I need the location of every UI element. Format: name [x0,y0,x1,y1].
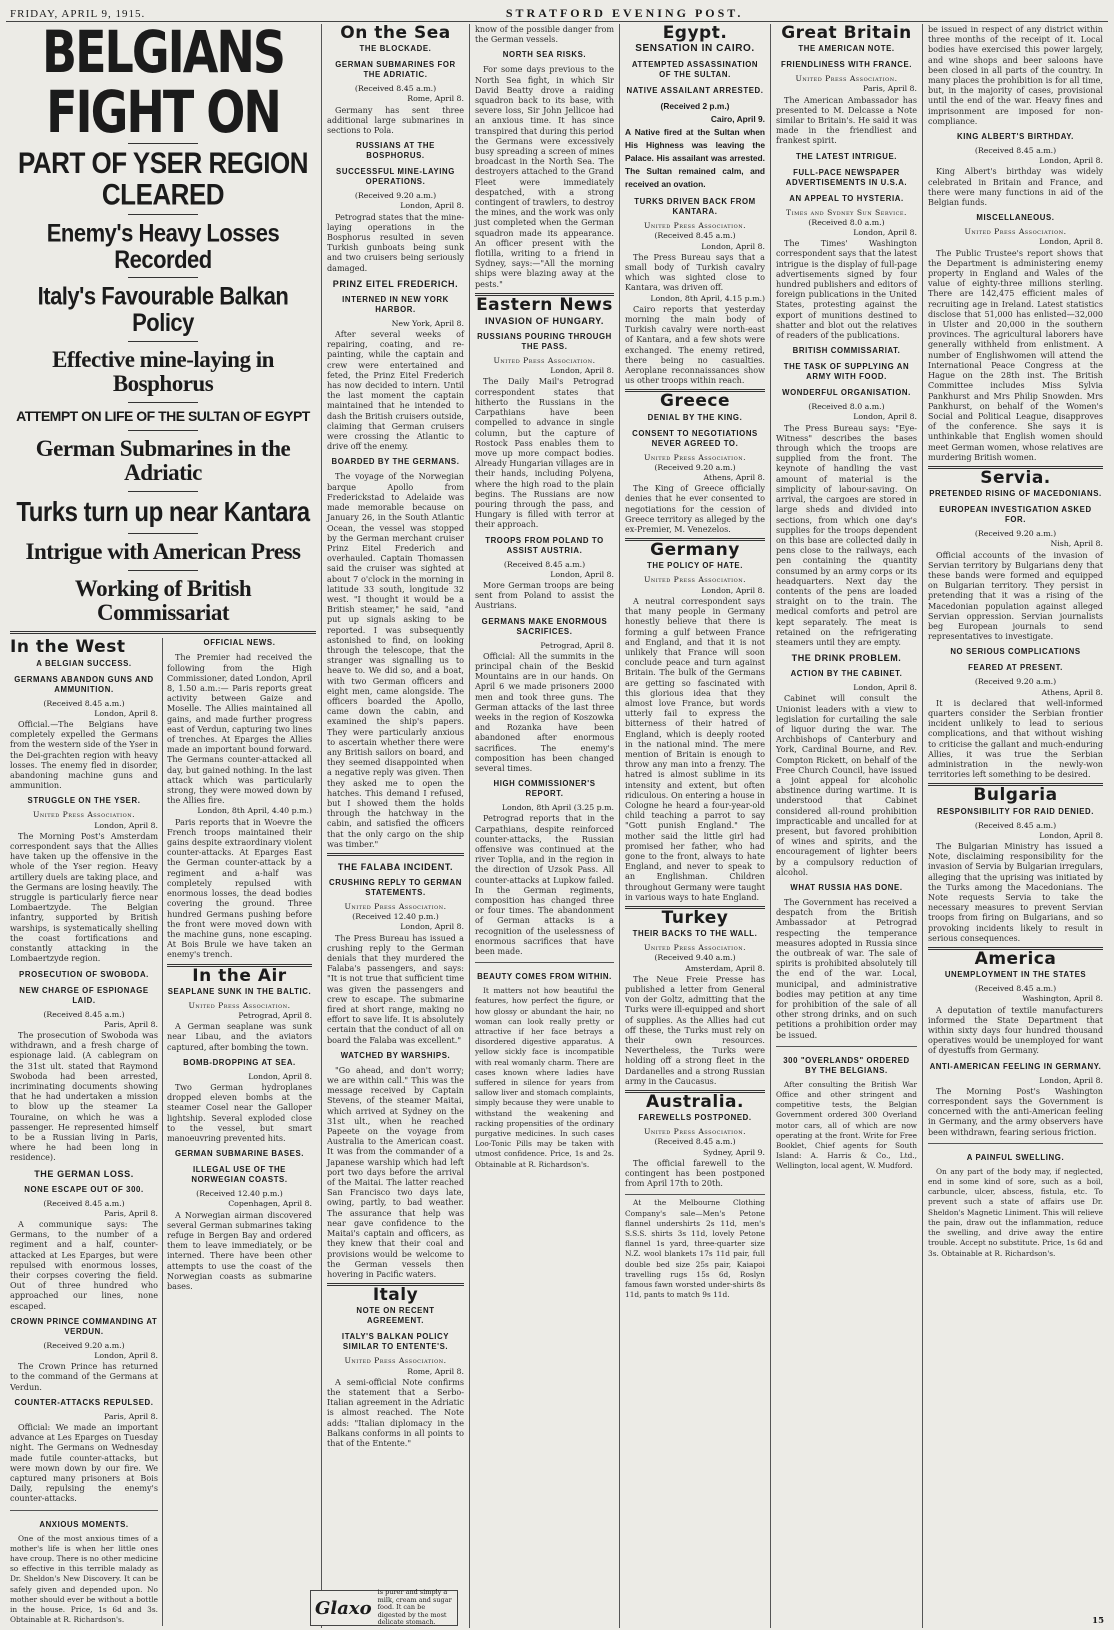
press-credit: United Press Association. [344,902,447,911]
subhead: PRETENDED RISING OF MACEDONIANS. [929,489,1102,499]
press-credit: United Press Association. [643,1127,747,1137]
received-time: (Received 8.0 a.m.) [808,402,885,412]
article-text: More German troops are being sent from Poland to assist the Austrians. [475,579,614,611]
dateline: Cairo, April 9. [710,114,765,125]
article-text: It is declared that well-informed quarters consider the Serbian frontier incident unlikely to lead to serious complications, and that without wishing to criticise the gallant and much-enduring Allies, it was true the Serbian administration in the newly-won territories left something to be desired. [928,697,1103,780]
subhead: FEARED AT PRESENT. [968,663,1063,673]
dateline: Paris, April 8. [104,1208,158,1218]
subhead: THE GERMAN LOSS. [34,1168,134,1179]
headline-commissariat: Working of British Commissariat [74,576,252,626]
received-time: (Received 8.45 a.m.) [654,1137,736,1147]
subhead: THEIR BACKS TO THE WALL. [632,929,758,939]
subhead: WATCHED BY WARSHIPS. [340,1050,451,1060]
subhead: CONSENT TO NEGOTIATIONS NEVER AGREED TO. [632,428,758,448]
west-column [10,638,163,1626]
article-text: The Bulgarian Ministry has issued a Note, disclaiming responsibility for the invasion of Servia by Bulgarian irregulars, alleging that the uprising was initiated by the Turks among the Macedonians. The Note requests Servia to take the necessary measures to prevent Servian troops from firing on Bulgarians, and so provoking incidents likely to result in serious consequences. [928,841,1103,943]
column-headlines [6,24,322,1628]
dateline: London, 8th April, 4.40 p.m.) [197,806,312,816]
subhead: THE DRINK PROBLEM. [791,653,902,664]
dateline: Washington, April 8. [1022,994,1103,1004]
article-text: Two German hydroplanes dropped eleven bombs at the steamer Cosel near the Galloper lightship. Several exploded close to the vessel, but smart manoeuvring prevented hits. [167,1081,312,1143]
subhead: NATIVE ASSAILANT ARRESTED. [626,86,764,96]
dateline: London, April 8. [701,241,765,251]
subhead: SUCCESSFUL MINE-LAYING OPERATIONS. [336,167,455,187]
column-egypt [620,24,771,1628]
subhead: AN APPEAL TO HYSTERIA. [789,193,904,203]
dateline: London, April 8. [550,569,614,579]
subhead: FAREWELLS POSTPONED. [638,1113,752,1123]
section-bulgaria: Bulgaria [973,785,1058,806]
article-text: A German seaplane was sunk near Libau, and the aviators captured, after bombing the town. [167,1021,312,1052]
article-text: The Government has received a despatch from the British Ambassador at Petrograd respecting the temperance measures adopted in Russia since the outbreak of war. The sale of spirits is prohibited absolutely till the end of the war. Local, municipal, and administrative bodies may petition at any time for prohibition of the sale of all other strong drinks, and on such petitions a prohibition order may be issued. [776,897,917,1040]
dateline: London, April 8. [1039,830,1103,840]
subhead: ILLEGAL USE OF THE NORWEGIAN COASTS. [191,1165,288,1185]
column-servia [923,24,1108,1628]
article-text: know of the possible danger from the German vessels. [475,24,614,45]
press-credit: United Press Association. [643,943,747,953]
article-text: The Crown Prince has returned to the command of the Germans at Verdun. [10,1361,158,1392]
dateline: London, April 8. [1039,1075,1103,1085]
article-text: Petrograd reports that in the Carpathians, despite reinforced counter-attacks, the Russian offensive was continued at the river Toplia, and in the region in the direction of Uzsok Pass. All counter-attacks at Lupkow failed. In the German regiments, composition has changed three or four times. The abandonment of German attacks is a recognition of the uselessness of enormous sacrifices that have been made. [475,813,614,957]
advert-text: It matters not how beautiful the features, how perfect the figure, or how glossy or abundant the hair, no woman can look really pretty or attractive if her face betrays a disordered digestive apparatus. A yellow sickly face is incompatible with real womanly charm. There are cases known where ladies have suffered in silence for years from sallow liver and stomach complaints, simply because they were unable to withstand the weakening and racking propensities of the ordinary purgative medicines. In such cases Loo-Tonic Pills may be taken with utmost confidence. Price, 1s and 2s. Obtainable at R. Richardson's. [475,986,614,1169]
article-text: A communique says: The Germans, to the number of a regiment and a half, counter-attacked at Les Eparges, but were repulsed with enormous losses, their corpses covering the field. Out of three hundred who approached our lines, none escaped. [10,1218,158,1311]
article-text: For some days previous to the North Sea fight, in which Sir David Beatty drove a raiding squadron back to its base, with severe loss, Sir John Jellicoe had an anxious time. It has since transpired that during this period the Germans were excessively busy spreading a screen of mines broadcast in the North Sea. The destroyers attached to the Grand Fleet were immediately despatched, with a strong contingent of trawlers, to destroy the mines, and the work was only just completed when the German squadron made its appearance. An officer present with the flotilla, writing to a friend in Sydney, says:—"All the morning ships were blazing away at the pests." [475,64,614,289]
dateline: Petrograd, April 8. [238,1010,312,1020]
article-text: The American Ambassador has presented to M. Delcasse a Note similar to Britain's. He said it was made in the friendliest and frankest spirit. [776,94,917,146]
article-text: Official: We made an important advance at Les Eparges on Tuesday night. The Germans on Wednesday made futile counter-attacks, but were mown down by our fire. We captured many prisoners at Bois Daily, repulsing the enemy's counter-attacks. [10,1422,158,1504]
dateline: Paris, April 8. [104,1019,158,1029]
received-time: (Received 8.45 a.m.) [43,698,125,708]
received-time: (Received 8.45 a.m.) [654,231,736,241]
dateline: London, April 8. [853,228,917,238]
subhead: ANTI-AMERICAN FEELING IN GERMANY. [929,1061,1102,1071]
subhead: THE POLICY OF HATE. [646,561,743,571]
subhead: DENIAL BY THE KING. [647,412,743,422]
press-credit: United Press Association. [964,227,1067,237]
dateline: New York, April 8. [391,318,464,328]
issue-date: FRIDAY, APRIL 9, 1915. [10,8,146,20]
subhead: WONDERFUL ORGANISATION. [782,388,911,398]
subhead: OFFICIAL NEWS. [203,638,276,648]
section-greece: Greece [659,391,730,412]
subhead: THE AMERICAN NOTE. [798,44,895,54]
subhead: BOARDED BY THE GERMANS. [331,457,460,467]
received-time: (Received 12.40 p.m.) [352,912,439,922]
article-text: Cabinet will consult the Unionist leaders with a view to legislation for curtailing the sale of liquor during the war. The Archbishops of Canterbury and York, Cardinal Bourne, and Rev. Compton Rickett, on behalf of the Free Church Council, have issued a joint appeal for alcoholic abstinence during wartime. It is understood that Cabinet considered all-round prohibition impracticable and uncalled for at present, but favored prohibition of wines and spirits, and the encouragement of lighter beers by a compulsory reduction of alcohol. [776,693,917,877]
newspaper-title: STRATFORD EVENING POST. [505,6,744,20]
dateline: Athens, April 8. [703,473,765,483]
received-time: (Received 8.45 a.m.) [974,820,1057,830]
received-time: (Received 8.45 a.m.) [43,1198,125,1208]
subhead: PRINZ EITEL FREDERICH. [332,278,459,289]
section-west: In the West [10,638,126,658]
headline-italy: Italy's Favourable Balkan Policy [37,281,289,338]
subhead: KING ALBERT'S BIRTHDAY. [957,132,1074,142]
subhead: CROWN PRINCE COMMANDING AT VERDUN. [10,1316,158,1336]
dateline: Paris, April 8. [863,84,917,94]
subhead: BOMB-DROPPING AT SEA. [183,1057,296,1067]
received-time: (Received 8.45 a.m.) [503,559,586,569]
press-credit: United Press Association. [643,221,747,231]
subhead: MISCELLANEOUS. [976,213,1055,223]
subhead: NONE ESCAPE OUT OF 300. [24,1184,144,1194]
press-credit: United Press Association. [795,74,898,84]
subhead: CRUSHING REPLY TO GERMAN STATEMENTS. [329,878,462,897]
article-text: Germany has sent three additional large submarines in sections to Pola. [327,104,464,136]
received-time: (Received 9.40 a.m.) [654,953,736,963]
subhead: NEW CHARGE OF ESPIONAGE LAID. [19,985,149,1005]
subhead: A BELGIAN SUCCESS. [36,658,132,668]
advert-heading: A PAINFUL SWELLING. [966,1152,1065,1162]
dateline: London, 8th April (3.25 p.m. [501,803,614,813]
subhead: RESPONSIBILITY FOR RAID DENIED. [936,806,1095,816]
subhead: UNEMPLOYMENT IN THE STATES [944,970,1087,980]
masthead [6,6,1108,22]
subhead: GERMANS MAKE ENORMOUS SACRIFICES. [481,616,608,636]
article-text: King Albert's birthday was widely celebrated in Britain and France, and there were many functions in aid of the Belgian funds. [928,166,1103,208]
article-text: A semi-official Note confirms the statement that a Serbo-Italian agreement in the Adriatic is almost reached. The Note adds: "Italian diplomacy in the Balkans conforms in all points to that of the Entente." [327,1376,464,1448]
article-text: The Morning Post's Amsterdam correspondent says that the Allies have taken up the offensive in the whole of the Yser region. Heavy artillery duels are taking place, and the Germans are losing heavily. The struggle is particularly fierce near Lombaertzyde. The Belgian infantry, supported by British warships, is systematically shelling the coast fortifications and constantly attacking in the Lombaertzyde region. [10,830,158,964]
subhead: ATTEMPTED ASSASSINATION OF THE SULTAN. [631,60,759,80]
subhead: GERMANS ABANDON GUNS AND AMMUNITION. [14,674,154,694]
headline-kantara: Turks turn up near Kantara [16,496,310,528]
article-text: The Press Bureau says: "Eye-Witness" describes the bases through which the troops are supplied from the front. The keynote of handling the vast amount of material is the simplicity of labour-saving. On arrival, the cargoes are stored in large sheds and divided into sections, from which one day's supplies for the troops dependent on this base are collected daily in pens close to the railways, each pen containing the quantity consumed by an army corps or its headquarters. Next day the contents of the pens are loaded straight on to the train. The medical comforts and petrol are kept separately. The meat is retained on the refrigerating steamers until they are empty. [776,422,917,647]
dateline: Rome, April 8. [407,1366,464,1376]
dateline: Athens, April 8. [1041,687,1103,697]
subhead: RUSSIANS AT THE BOSPHORUS. [356,141,435,161]
dateline: London, April 8. [701,585,765,595]
subhead: GERMAN SUBMARINE BASES. [174,1149,305,1159]
article-text: Official.—The Belgians have completely expelled the Germans from the western side of the Yser in the Dei-grachten region with heavy losses. The enemy fled in disorder, abandoning machine guns and ammunition. [10,719,158,791]
subhead: INTERNED IN NEW YORK HARBOR. [342,294,449,314]
dateline: London, April 8. [1039,237,1103,247]
press-credit: United Press Association. [643,575,747,585]
received-time: (Received 9.20 a.m.) [974,677,1057,687]
article-text: "Go ahead, and don't worry; we are within call." This was the message received by Captain Stevens, of the steamer Maitai, which arrived at Sydney on the 31st ult., when he reached Papeete on the voyage from Australia to the American coast. It was from the commander of a Japanese warship which had left port two days before the arrival of the Maitai. The latter reached San Francisco two days late, owing, partly, to bad weather. The assurance that help was near gave confidence to the Maitai's captain and officers, as they knew that their coal and provisions would be welcome to the German vessels then hovering in Pacific waters. [327,1064,464,1279]
dateline: London, April 8. [550,366,614,376]
subhead: HIGH COMMISSIONER'S REPORT. [493,779,596,799]
glaxo-text: is purer and simply a milk, cream and sugar food. It can be digested by the most delicate stomach. [377,1588,452,1627]
article-text: The Times' Washington correspondent says that the latest intrigue is the display of full-page advertisements signed by four hundred publishers and editors of foreign publications in the United States, protesting against the export of munitions destined to shatter and blot out the relatives of readers of the publications. [776,238,917,341]
subhead: TURKS DRIVEN BACK FROM KANTARA. [634,197,756,217]
subhead: SEAPLANE SUNK IN THE BALTIC. [167,986,312,996]
article-text: Official accounts of the invasion of Servian territory by Bulgarians deny that these bands were formed and equipped on Bulgarian territory. They persist in pretending that it was a rising of the Macedonian population against alleged Servian oppression. Servian journalists beg European journals to send representatives to investigate. [928,549,1103,642]
section-air: In the Air [192,965,287,986]
dateline: London, April 8. [400,201,464,211]
press-credit: United Press Association. [643,452,747,462]
subhead: STRUGGLE ON THE YSER. [27,796,141,806]
subhead: TROOPS FROM POLAND TO ASSIST AUSTRIA. [485,535,604,555]
page-number: 15 [1092,1616,1104,1626]
received-time: (Received 9.20 a.m.) [354,191,437,201]
section-eastern: Eastern News [476,294,613,315]
article-text: The Neue Freie Presse has published a letter from General von der Goltz, admitting that the Turks were ill-equipped and short of supplies. As the Allies had cut off these, the Turks must rely on their own resources. Nevertheless, the Turks were holding off a strong fleet in the Dardanelles and a strong Russian army in the Caucasus. [625,973,765,1086]
section-italy: Italy [372,1285,419,1306]
section-germany: Germany [650,540,740,561]
west-air-column [163,638,316,1626]
received-time: (Received 8.0 a.m.) [808,217,885,227]
article-text: The prosecution of Swoboda was withdrawn, and a fresh charge of espionage laid. (A cablegram on the 31st ult. stated that Raymond Swoboda had been arrested, incriminating documents showing that he had undertaken a mission to blow up the steamer La Touraine, on which he was a passenger. He represented himself to be a Russian living in Paris, where he had been long in residence). [10,1029,158,1163]
subhead: EUROPEAN INVESTIGATION ASKED FOR. [939,505,1092,525]
article-text: The official farewell to the contingent has been postponed from April 17th to 20th. [625,1157,765,1189]
article-text: The King of Greece officially denies that he ever consented to negotiations for the cession of Greece territory as alleged by the ex-Premier, M. Venezelos. [625,483,765,535]
advert-text: One of the most anxious times of a mother's life is when her little ones have croup. There is no other medicine so effective in this terrible malady as Dr. Sheldon's New Discovery. It can be safely given and depended upon. No mother should ever be without a bottle in the house. Price, 1s 6d and 3s. Obtainable at R. Richardson's. [10,1533,158,1625]
received-time: (Received 8.45 a.m.) [974,146,1057,156]
dateline: Petrograd, April 8. [540,640,614,650]
subhead: THE BLOCKADE. [359,44,432,54]
article-text: The Press Bureau has issued a crushing reply to the German denials that they murdered the Falaba's passengers, and says: "It is not true that sufficient time was given the passengers and crew to escape. The submarine fired at short range, making no effort to save life. It is absolutely certain that the conduct of all on board the Falaba was excellent." [327,932,464,1045]
article-text: A Norwegian airman discovered several German submarines taking refuge in Bergen Bay and ordered them to leave immediately, or be interned. There have been other attempts to use the coast of the Norwegian coasts as submarine bases. [167,1209,312,1291]
article-text: After several weeks of repairing, coating, and re-painting, while the captain and crew were entertained and feted, the Prinz Eitel Frederich has now decided to intern. Until the last moment the captain maintained that he intended to dash the British cruisers outside, claiming that German cruisers were crossing the Atlantic to drive off the enemy. [327,329,464,452]
dateline: London, April 8. [94,708,158,718]
article-text: The Morning Post's Washington correspondent says the Government is concerned with the anti-American feeling in Germany, and the army observers have been withdrawn, fearing serious friction. [928,1085,1103,1137]
dateline: London, April 8. [853,683,917,693]
subhead: ITALY'S BALKAN POLICY SIMILAR TO ENTENTE'S. [341,1332,450,1352]
subhead: THE LATEST INTRIGUE. [795,151,898,161]
dateline: Sydney, April 9. [703,1147,765,1157]
press-credit: Times and Sydney Sun Service. [786,207,907,217]
received-time: (Received 9.20 a.m.) [974,529,1057,539]
subhead: THE FALABA INCIDENT. [337,862,454,872]
dateline: Nish, April 8. [1050,539,1103,549]
advert-text: After consulting the British War Office and other stringent and competitive tests, the Belgian Government ordered 300 Overland motor cars, all of which are now operating at the front. Write for Free Booklet, Chief agents for South Island: A. Harris & Co., Ltd., Wellington, local agent, W. Mudford. [776,1079,917,1171]
press-credit: United Press Association. [188,1000,291,1010]
section-britain: Great Britain [781,24,912,43]
article-text: A Native fired at the Sultan when His Highness was leaving the Palace. His assailant was arrested. The Sultan remained calm, and received an ovation. [625,127,765,190]
section-america: America [974,949,1057,970]
dateline: London, 8th April, 4.15 p.m.) [650,293,765,303]
glaxo-logo: Glaxo [315,1597,372,1619]
subhead: SENSATION IN CAIRO. [635,43,755,55]
section-servia: Servia. [980,467,1051,488]
headline-bosphorus: Effective mine-laying in Bosphorus [52,346,274,396]
column-eastern [470,24,620,1628]
subhead: WHAT RUSSIA HAS DONE. [790,883,903,892]
advert-text: On any part of the body may, if neglected, end in some kind of sore, such as a boil, carbuncle, ulcer, abscess, fistula, etc. To prevent such a state of affairs use Dr. Sheldon's Magnetic Liniment. This will relieve the pain, draw out the inflammation, reduce the swelling, and drive away the entire trouble. Accept no substitute. Price, 1s 6d and 3s. Obtainable at R. Richardson's. [928,1166,1103,1258]
dateline: Paris, April 8. [104,1411,158,1421]
subhead: ACTION BY THE CABINET. [790,669,903,679]
received-time: (Received 2 p.m.) [660,101,730,112]
section-turkey: Turkey [661,907,729,928]
subhead: RUSSIANS POURING THROUGH THE PASS. [477,332,612,352]
received-time: (Received 9.20 a.m.) [43,1340,125,1350]
subhead: THE TASK OF SUPPLYING AN ARMY WITH FOOD. [783,362,910,382]
subhead: FULL-PACE NEWSPAPER ADVERTISEMENTS IN U.S.A. [785,167,908,187]
received-time: (Received 12.40 p.m.) [196,1189,283,1199]
advert-heading: 300 "OVERLANDS" ORDERED BY THE BELGIANS. [783,1055,910,1075]
headline-losses: Enemy's Heavy Losses Recorded [46,218,280,274]
headline-yser: PART OF YSER REGION CLEARED [17,145,309,212]
press-credit: United Press Association. [32,810,136,820]
dateline: Rome, April 8. [407,94,464,104]
headline-sultan: ATTEMPT ON LIFE OF THE SULTAN OF EGYPT [16,407,310,424]
article-text: The voyage of the Norwegian barque Apollo from Frederickstad to Adelaide was made memorable because on January 26, in the South Atlantic Ocean, the vessel was stopped by the German merchant cruiser Prinz Eitel Frederich and overhauled. Captain Thomassen said the cruiser was sighted at about 7 o'clock in the morning in latitude 33 south, longitude 32 west. "I thought it would be a British steamer," he said, "and put up signals asking to be reported. I was subsequently astonished to find, on looking through the telescope, that the stranger was signalling us to heave to. We did so, and a boat, with two German officers and eight men, came alongside. The officers boarded the Apollo, came down the cabin, and examined the ship's papers. They were particularly anxious to ascertain whether there were any British sailors on board, and they seemed disappointed when a negative reply was given. Then they asked me to open the hatches. This demand I refused, but I showed them the holds through the hatchway in the cabin, and satisfied the officers that the only cargo on the ship was timber." [327,471,464,849]
article-text: The Daily Mail's Petrograd correspondent states that hitherto the Russians in the Carpathians have been compelled to advance in single column, but the capture of Rostock Pass enables them to move up more compact bodies. Already Hungarian villages are in their hands, including Polyena, where the high road to the plain begins. The Russians are now pouring through the pass, and Hungary is filled with terror at their approach. [475,376,614,530]
article-text: A neutral correspondent says that many people in Germany honestly believe that there is forming a gulf between France and England, and that it is not unlikely that France will soon conclude peace and turn against Britain. The bulk of the Germans are getting so fascinated with this glorious idea that they almost love France, but words utterly fail to express the bitterness of their hatred of England, which is deeply rooted in the national mind. The mere mention of Britain is enough to throw any man into a frenzy. The hatred is almost sublime in its intensity and extent, but often ridiculous. On entering a house in Cologne he heard a four-year-old child teaching a parrot to say "Gott punish England." The mother said the little girl had promised her father, who had gone to the front, always to hate England, and never to speak to an Englishman. Children throughout Germany were taught in various ways to hate England. [625,595,765,902]
press-credit: United Press Association. [493,356,596,366]
subhead: GERMAN SUBMARINES FOR THE ADRIATIC. [335,60,456,80]
article-text: Official: All the summits in the principal chain of the Beskid Mountains are in our hands. On April 6 we made prisoners 2000 men and took three guns. The German attacks of the last three weeks in the region of Koszowka and Rozanka have been abandoned after enormous sacrifices. The enemy's composition has been changed several times. [475,650,614,773]
dateline: London, April 8. [248,1071,312,1081]
advert-text: At the Melbourne Clothing Company's sale—Men's Petone flannel undershirts 2s 11d, men's S.S.S. shirts 3s 11d, lovely Petone flannel 1s yard, three-quarter size N.Z. wool blankets 17s 11d pair, full double bed size 25s pair, Kaiapoi travelling rugs 15s 6d, Roslyn famous fawn worsted under-shirts 8s 11d, pants to match 9s 11d. [625,1198,765,1300]
dateline: Amsterdam, April 8. [685,963,765,973]
dateline: Copenhagen, April 8. [228,1199,312,1209]
article-text: A deputation of textile manufacturers informed the State Department that within sixty days four hundred thousand operatives would be unemployed for want of dyestuffs from Germany. [928,1004,1103,1056]
subhead: FRIENDLINESS WITH FRANCE. [780,60,913,70]
article-text: The Press Bureau says that a small body of Turkish cavalry which was sighted close to Kantara, was driven off. [625,251,765,293]
received-time: (Received 8.45 a.m.) [43,1009,125,1019]
section-egypt: Egypt. [662,24,728,43]
received-time: (Received 8.45 a.m.) [974,984,1057,994]
column-britain [771,24,923,1628]
article-text: Petrograd states that the mine-laying operations in the Bosphorus resulted in seven Turkish gunboats being sunk and two cruisers being seriously damaged. [327,211,464,273]
article-text: The Public Trustee's report shows that the Department is administering enemy property in England and Wales of the value of eighty-three millions sterling. There are 142,475 efficient males of recruiting age in Ireland. Latest statistics disclose that 51,000 has enlisted—32,000 in Ulster and 20,000 in the southern provinces. The agricultural laborers have generally withheld from enlistment. A number of Englishwomen will attend the International Peace Congress at the Hague on the 28th inst. The British Committee includes Miss Sylvia Pankhurst and Mrs Philip Snowden. Mrs Pankhurst, on behalf of the Women's Social and Political League, disapproves of the conference. She says it is unthinkable that English women should meet German women, whose relatives are murdering British women. [928,247,1103,462]
dateline: London, April 8. [853,412,917,422]
column-sea [322,24,470,1628]
subhead: PROSECUTION OF SWOBODA. [19,969,149,979]
subhead: NOTE ON RECENT AGREEMENT. [356,1306,435,1326]
headline-submarines: German Submarines in the Adriatic [35,435,291,485]
glaxo-advert [310,1590,458,1626]
subhead: BRITISH COMMISSARIAT. [792,346,901,356]
section-sea: On the Sea [340,24,451,43]
section-australia: Australia. [646,1092,744,1113]
dateline: London, April 8. [94,1350,158,1360]
received-time: (Received 8.45 a.m.) [354,84,437,94]
dateline: London, April 8. [1039,156,1103,166]
subhead: COUNTER-ATTACKS REPULSED. [14,1397,154,1407]
headline-intrigue: Intrigue with American Press [25,539,301,564]
received-time: (Received 9.20 a.m.) [654,462,736,472]
dateline: London, April 8. [94,820,158,830]
advert-heading: BEAUTY COMES FROM WITHIN. [477,972,612,982]
headline-main: BELGIANS FIGHT ON [42,24,284,147]
subhead: NORTH SEA RISKS. [502,50,587,60]
article-text: Paris reports that in Woevre the French troops maintained their gains despite extraordinary violent counter-attacks. At Eparges East the German counter-attack by a regiment and a-half was completely repulsed with enormous losses, the dead bodies covering the ground. Three hundred Germans pushing before the front were moved down with the machine guns, none escaping. At Bois Brule we have taken an enemy's trench. [167,816,312,960]
article-text: be issued in respect of any district within three months of the receipt of it. Local bodies have exercised this power largely, and wine shops and beer saloons have been closed in all parts of the country. In many places the prohibition is for all time, but, in the majority of cases, provisional until the end of the war. Heavy fines and imprisonment are imposed for non-compliance. [928,24,1103,126]
dateline: London, April 8. [400,922,464,932]
article-text: The Premier had received the following from the High Commissioner, dated London, April 8, 1.50 a.m.:— Paris reports great activity between Gaize and Moselle. The Allies maintained all gains, and made further progress east of Verdun, capturing two lines of trenches. At Eparges the Allies made an important bound forward. The Germans counter-attacked all day, but gained nothing. In the last attack which was particularly strong, they were mowed down by the Allies fire. [167,652,312,806]
subhead: NO SERIOUS COMPLICATIONS [950,647,1081,657]
subhead: INVASION OF HUNGARY. [484,316,604,327]
press-credit: United Press Association. [344,1356,447,1366]
article-text: Cairo reports that yesterday morning the main body of Turkish cavalry were north-east of Kantara, and a few shots were exchanged. The enemy retired, there being no casualties. Aeroplane reconnaissances show us other troops within reach. [625,303,765,386]
advert-heading: ANXIOUS MOMENTS. [39,1519,129,1529]
